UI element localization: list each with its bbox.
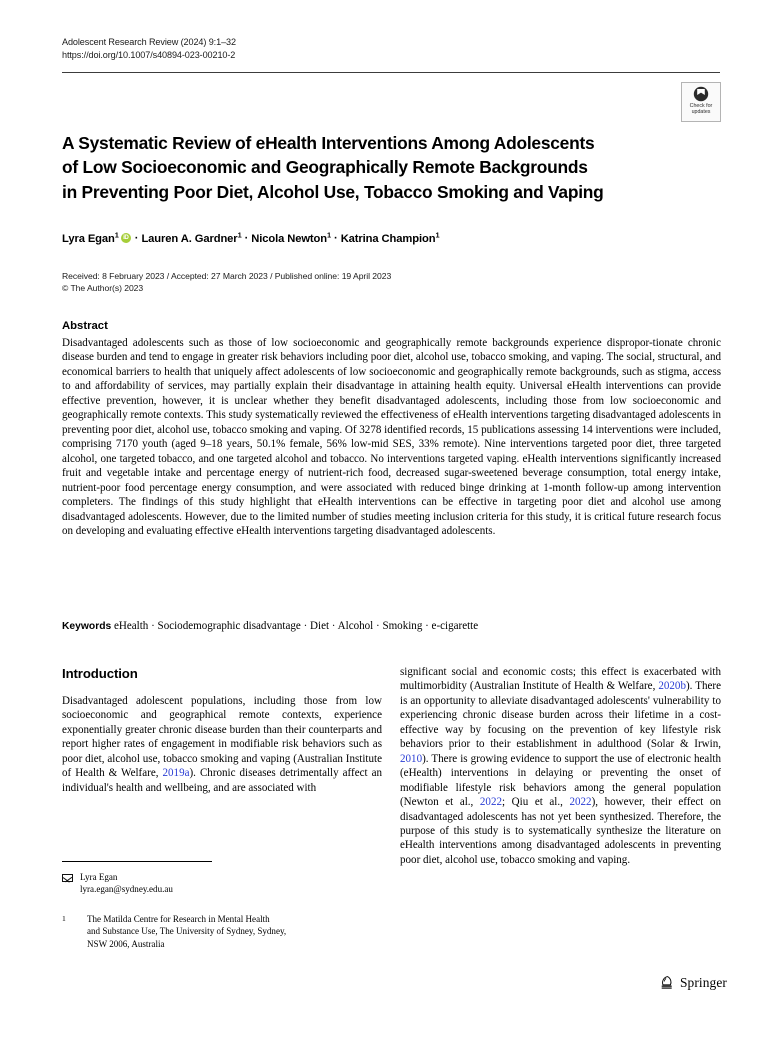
- publisher-logo: [659, 972, 727, 994]
- title-line-3: in Preventing Poor Diet, Alcohol Use, Tobacco Smoking and Vaping: [62, 181, 604, 202]
- author-affiliation-marker: 1: [327, 230, 332, 239]
- intro-left-text-1: Disadvantaged adolescent populations, including those from low socioeconomic and geographical remote contexts, experience exponentially greater chronic disease burden than their counterparts and report higher rates of engagement in modifiable risk behaviors such as poor diet, alcohol use, tobacco smoking and vaping (Australian Institute of Health & Welfare,: [62, 695, 382, 780]
- citation-link-2019a[interactable]: 2019a: [162, 767, 190, 780]
- introduction-column-left: [62, 665, 382, 795]
- author-name: Lyra Egan: [62, 232, 115, 245]
- footnote-divider: [62, 861, 212, 862]
- dates-line: Received: 8 February 2023 / Accepted: 27 March 2023 / Published online: 19 April 2023: [62, 271, 392, 281]
- author-separator: ·: [131, 232, 142, 245]
- introduction-paragraph-right: [400, 665, 721, 867]
- affiliation-number: 1: [62, 914, 66, 923]
- publication-dates: [62, 270, 662, 295]
- publisher-name: Springer: [680, 975, 727, 990]
- introduction-paragraph-left: [62, 694, 382, 795]
- introduction-heading: Introduction: [62, 666, 138, 681]
- crossmark-label-line1: Check for: [689, 103, 713, 109]
- springer-knight-icon: [659, 975, 675, 992]
- citation-link-qiu-2022[interactable]: 2022: [569, 796, 592, 809]
- author-name: Lauren A. Gardner: [141, 232, 238, 245]
- author-affiliation-marker: 1: [237, 230, 242, 239]
- keyword-item[interactable]: Diet: [310, 620, 330, 632]
- author-separator: ·: [241, 232, 252, 245]
- author-4: [340, 230, 440, 245]
- orcid-icon[interactable]: [121, 233, 131, 243]
- author-affiliation-marker: 1: [435, 230, 440, 239]
- keyword-item[interactable]: eHealth: [113, 620, 149, 632]
- keyword-item[interactable]: Smoking: [382, 620, 423, 632]
- intro-right-text-3: ). There is growing evidence to support the use of electronic health (eHealth) interventions in delaying or preventing the onset of modifiable lifestyle risk behaviors among the general population (Newton et al.,: [400, 752, 721, 809]
- keywords-items: eHealth · Sociodemographic disadvantage · Diet · Alcohol · Smoking · e-cigarette: [113, 620, 479, 632]
- citation-link-2010[interactable]: 2010: [400, 752, 423, 765]
- author-separator: ·: [331, 232, 341, 245]
- intro-right-text-1: significant social and economic costs; this effect is exacerbated with multimorbidity (Australian Institute of Health & Welfare,: [400, 666, 721, 693]
- keyword-item[interactable]: Sociodemographic disadvantage: [157, 620, 301, 632]
- affiliation-line-2: and Substance Use, The University of Sydney, Sydney,: [87, 926, 287, 937]
- affiliation-line-1: The Matilda Centre for Research in Mental Health: [87, 914, 270, 924]
- corresponding-author-name: Lyra Egan: [80, 872, 118, 882]
- intro-right-text-5: ), however, their effect on disadvantaged adolescents has not yet been synthesized. Therefore, the purpose of this study is to systematically synthesize the literature on eHealth interventions among disadvantaged adolescents in preventing poor diet, alcohol use, tobacco smoking and vaping.: [400, 796, 721, 866]
- page-title: [62, 131, 662, 204]
- crossmark-label: [690, 103, 713, 115]
- citation-link-2020b[interactable]: 2020b: [658, 680, 686, 693]
- journal-citation: Adolescent Research Review (2024) 9:1–32: [62, 37, 236, 47]
- corresponding-author-email[interactable]: lyra.egan@sydney.edu.au: [80, 884, 173, 895]
- title-line-2: of Low Socioeconomic and Geographically Remote Backgrounds: [62, 157, 588, 178]
- check-for-updates-badge[interactable]: [681, 82, 721, 122]
- author-list: [62, 227, 702, 247]
- keyword-item[interactable]: e-cigarette: [431, 620, 479, 632]
- author-1: [62, 230, 132, 245]
- keyword-item[interactable]: Alcohol: [337, 620, 374, 632]
- introduction-column-right: [400, 665, 721, 867]
- author-2: [141, 230, 242, 245]
- author-affiliation-marker: 1: [114, 230, 119, 239]
- affiliation-text: [87, 913, 402, 950]
- keywords-line: [62, 619, 721, 634]
- citation-link-newton-2022[interactable]: 2022: [479, 796, 502, 809]
- journal-doi[interactable]: https://doi.org/10.1007/s40894-023-00210-2: [62, 50, 236, 61]
- header-divider: [62, 72, 720, 73]
- correspondence-block: [62, 871, 392, 896]
- envelope-icon: [62, 874, 73, 882]
- crossmark-circle-icon: [693, 86, 709, 102]
- affiliation-line-3: NSW 2006, Australia: [87, 938, 165, 949]
- keywords-label: Keywords: [62, 621, 112, 632]
- intro-right-text-4: ; Qiu et al.,: [502, 796, 570, 809]
- abstract-body: Disadvantaged adolescents such as those of low socioeconomic and geographically remote backgrounds experience dispropor-tionate chronic disease burden and tend to engage in greater risk behaviors including poor diet, alcohol use, tobacco smoking, and vaping. The social, structural, and economical barriers to health that uniquely affect adolescents of low socioeconomic and geographically remote backgrounds, such as stigma, access to and affordability of services, may partially explain their disadvantage in attaining health equity. Universal eHealth interventions can provide effective prevention, however, it is unclear whether they benefit disadvantaged adolescents, including those from low socioeconomic and geographically remote contexts. This study systematically reviewed the effectiveness of eHealth interventions targeting disadvantaged adolescents in preventing poor diet, alcohol use, tobacco smoking and vaping. Of 3278 identified records, 15 publications assessing 14 interventions were included, comprising 7170 youth (aged 9–18 years, 50.1% female, 56% low-mid SES, 33% remote). Nine interventions targeted poor diet, three targeted alcohol, one targeted tobacco, and one targeted alcohol and tobacco. No interventions targeted vaping. eHealth interventions significantly increased fruit and vegetable intake and percentage energy of nutrient-rich food, decreased sugar-sweetened beverage consumption, total energy intake, nutrient-poor food percentage energy consumption, and were associated with reduced binge drinking at 1-month follow-up among intervention completers. The findings of this study highlight that eHealth interventions can be effective in targeting poor diet and alcohol use among disadvantaged adolescents. However, due to the limited number of studies meeting inclusion criteria for this study, it is critical future research focus on developing and evaluating effective eHealth interventions targeting disadvantaged adolescents.: [62, 337, 721, 538]
- intro-left-text-2: ). Chronic diseases detrimentally affect an individual's health and wellbeing, and are associated with: [62, 767, 382, 794]
- author-name: Katrina Champion: [340, 232, 436, 245]
- journal-header: [62, 36, 542, 62]
- abstract-heading: Abstract: [62, 320, 108, 332]
- copyright-line: © The Author(s) 2023: [62, 283, 144, 294]
- author-name: Nicola Newton: [251, 232, 328, 245]
- intro-right-text-2: ). There is an opportunity to alleviate disadvantaged adolescents' vulnerability to experiencing chronic disease burden across their lifetime in a cost-effective way by focusing on the prevention of key lifestyle risk behaviors prior to their establishment in adulthood (Solar & Irwin,: [400, 680, 721, 751]
- crossmark-label-line2: updates: [691, 109, 711, 116]
- author-3: [251, 230, 332, 245]
- affiliation-block: [62, 913, 402, 950]
- title-line-1: A Systematic Review of eHealth Interventions Among Adolescents: [62, 133, 595, 153]
